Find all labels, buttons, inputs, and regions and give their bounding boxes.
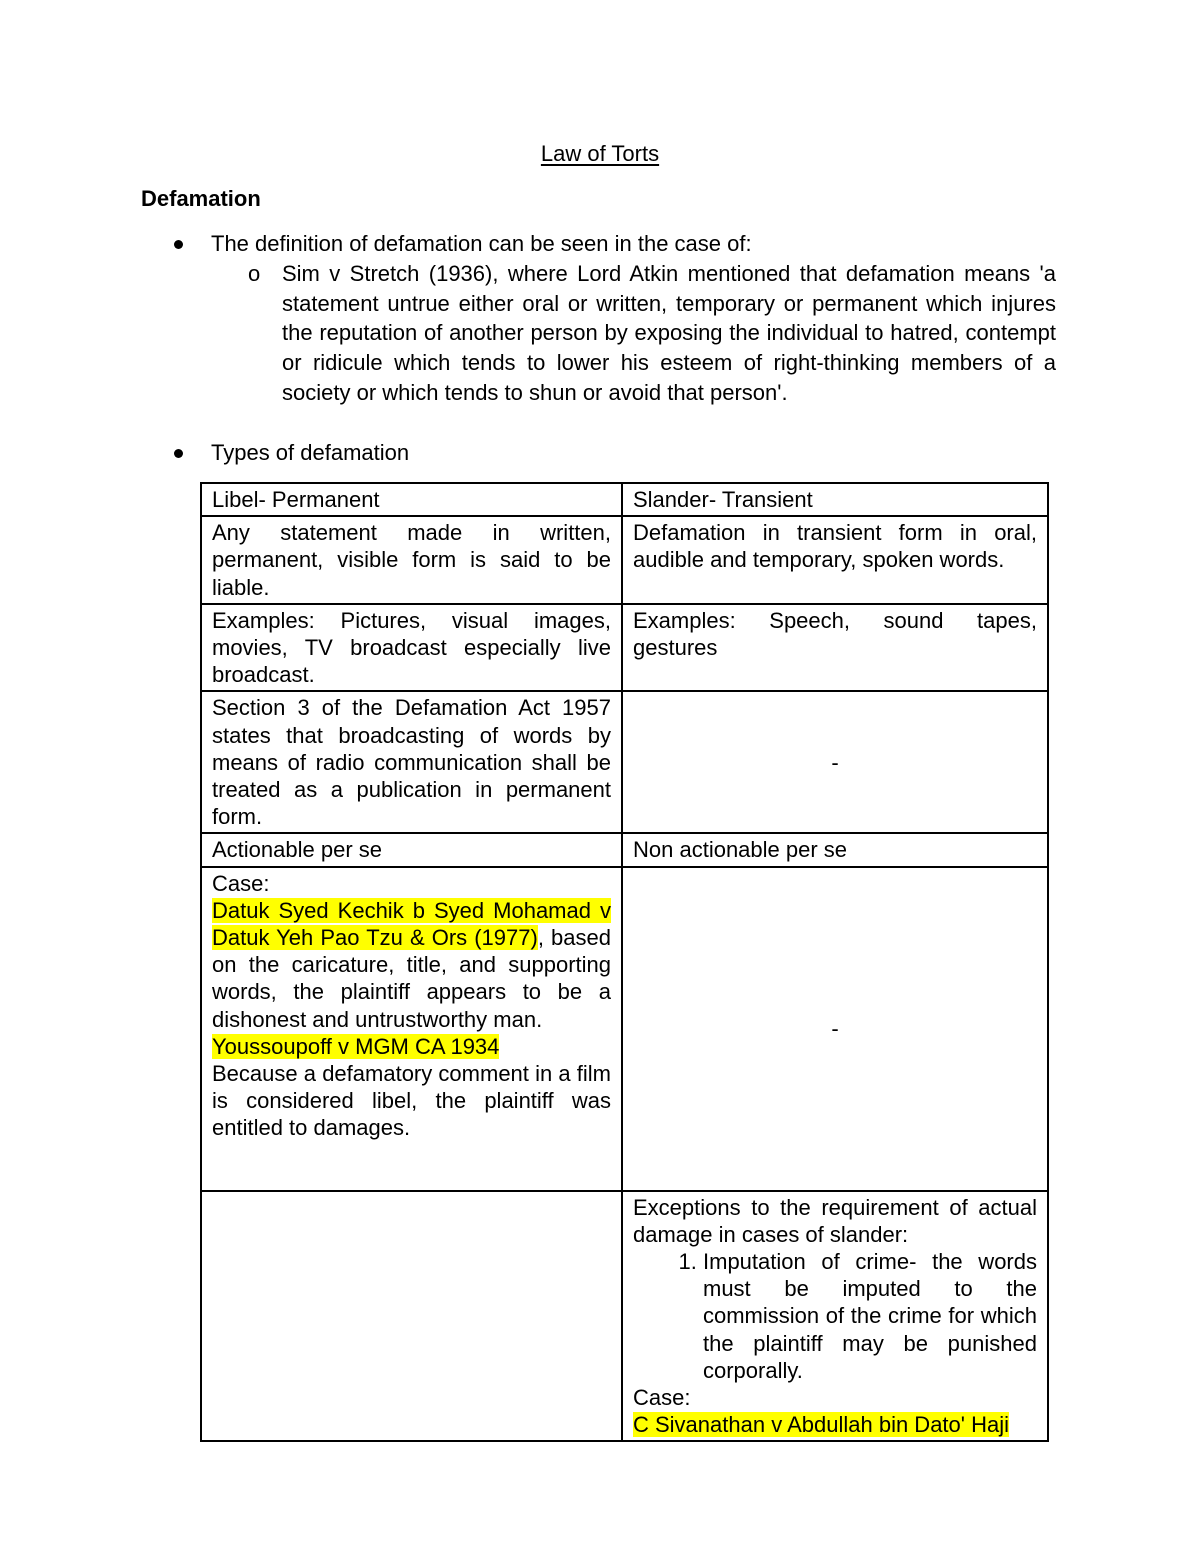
table-row <box>201 604 1048 692</box>
sub-bullet-sim-v-stretch: Sim v Stretch (1936), where Lord Atkin mentioned that defamation means 'a statement untrue either oral or written, temporary or permanent which injures the reputation of another person by exposing the individual to hatred, contempt or ridicule which tends to lower his esteem of right-thinking members of a society or which tends to shun or avoid that person'. <box>282 261 1056 405</box>
section-heading-defamation: Defamation <box>141 186 261 211</box>
table-row <box>201 833 1048 866</box>
table-cell-slander-examples: Examples: Speech, sound tapes, gestures <box>622 604 1048 692</box>
case-name-highlight: Datuk Syed Kechik b Syed Mohamad v Datuk Yeh Pao Tzu & Ors (1977) <box>212 897 611 951</box>
table-header-row <box>201 483 1048 516</box>
table-cell-empty-dash: - <box>622 691 1048 833</box>
list-item: 1. Imputation of crime- the words must be imputed to the commission of the crime for which the plaintiff may be punished corporally. <box>703 1248 1037 1384</box>
exceptions-intro: Exceptions to the requirement of actual damage in cases of slander: <box>633 1194 1037 1247</box>
table-cell-slander-exceptions <box>622 1191 1048 1442</box>
case-name-highlight: C Sivanathan v Abdullah bin Dato' Haji <box>633 1412 1009 1438</box>
table-row <box>201 691 1048 833</box>
exceptions-list <box>633 1248 1037 1384</box>
case-label: Case: <box>212 870 270 896</box>
bullet-dot-icon <box>174 449 183 458</box>
table-cell-empty-dash: - <box>622 867 1048 1191</box>
case-description: based on the caricature, title, and supporting words, the plaintiff appears to be a dishonest and untrustworthy man. <box>212 925 611 1032</box>
case-2-title <box>212 1033 611 1060</box>
table-cell-libel-examples: Examples: Pictures, visual images, movies, TV broadcast especially live broadcast. <box>201 604 622 692</box>
defamation-types-table <box>200 482 1049 1442</box>
case-1-block <box>212 897 611 1033</box>
case-title <box>633 1411 1037 1438</box>
bullet-dot-icon <box>174 240 183 249</box>
table-cell-actionable: Actionable per se <box>201 833 622 866</box>
table-row <box>201 1191 1048 1442</box>
bullet-text: The definition of defamation can be seen in the case of: <box>211 231 752 256</box>
table-cell-slander-definition: Defamation in transient form in oral, audible and temporary, spoken words. <box>622 516 1048 604</box>
sub-bullet-marker: o <box>248 261 261 286</box>
document-title: Law of Torts <box>540 141 660 166</box>
table-row <box>201 516 1048 604</box>
table-cell-non-actionable: Non actionable per se <box>622 833 1048 866</box>
case-name-highlight: Youssoupoff v MGM CA 1934 <box>212 1033 500 1059</box>
case-label: Case: <box>633 1385 691 1411</box>
case-description: Because a defamatory comment in a film is considered libel, the plaintiff was entitled to damages. <box>212 1061 611 1141</box>
table-cell-libel-definition: Any statement made in written, permanent, visible form is said to be liable. <box>201 516 622 604</box>
table-cell-empty <box>201 1191 622 1442</box>
bullet-text: Types of defamation <box>211 440 410 465</box>
table-row <box>201 867 1048 1191</box>
table-cell-slander-header: Slander- Transient <box>622 483 1048 516</box>
table-cell-libel-cases <box>201 867 622 1191</box>
table-cell-section-3: Section 3 of the Defamation Act 1957 states that broadcasting of words by means of radio communication shall be treated as a publication in permanent form. <box>201 691 622 833</box>
case-name-suffix: , <box>537 925 544 951</box>
table-cell-libel-header: Libel- Permanent <box>201 483 622 516</box>
